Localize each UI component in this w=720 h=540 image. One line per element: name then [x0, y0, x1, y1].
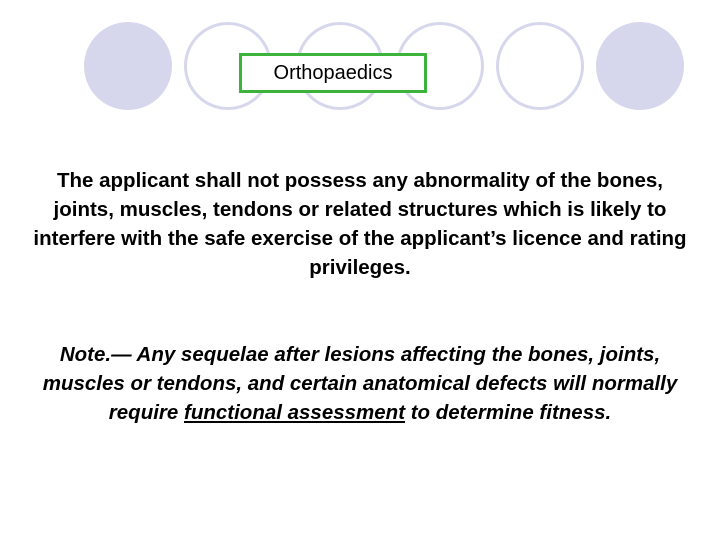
decorative-circle: [84, 22, 172, 110]
decorative-circle: [596, 22, 684, 110]
note-text-end: to determine fitness.: [405, 401, 612, 424]
note-paragraph: [30, 340, 690, 427]
note-text-start: Note.— Any sequelae after lesions affecting the bones, joints, muscles or tendons, and certain anatomical defects will normally require: [42, 343, 678, 424]
requirement-paragraph: The applicant shall not possess any abnormality of the bones, joints, muscles, tendons or related structures which is likely to interfere with the safe exercise of the applicant’s licence and rating privileges.: [33, 169, 687, 279]
title-box: [239, 53, 427, 93]
slide-title: Orthopaedics: [273, 61, 393, 84]
decorative-ring: [496, 22, 584, 110]
functional-assessment-term: functional assessment: [184, 401, 406, 424]
